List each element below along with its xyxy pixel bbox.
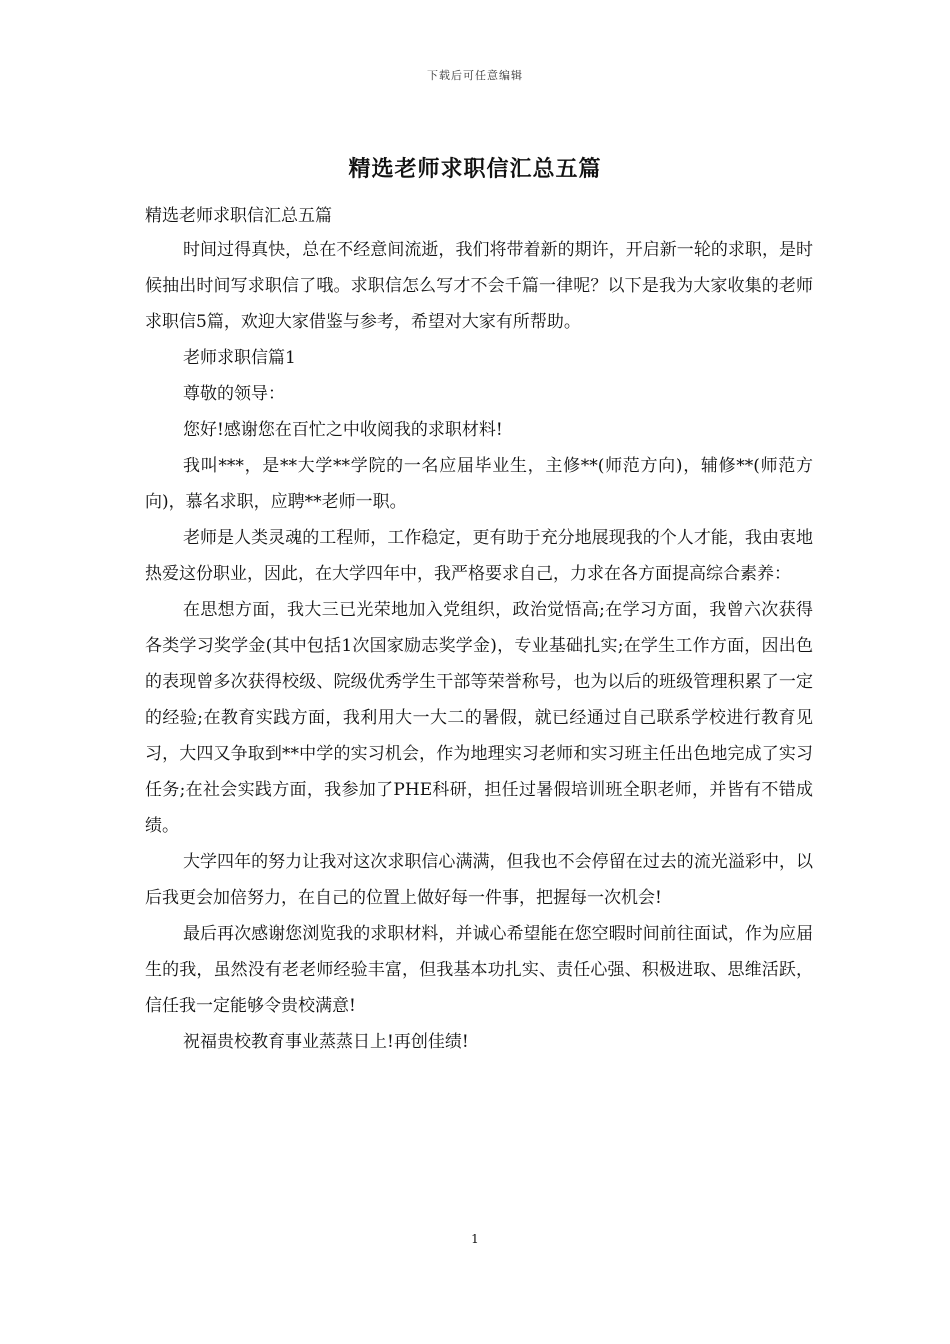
greeting-paragraph: 您好!感谢您在百忙之中收阅我的求职材料! <box>183 420 503 440</box>
intro-paragraph: 时间过得真快，总在不经意间流逝，我们将带着新的期许，开启新一轮的求职，是时候抽出时间写求职信了哦。求职信怎么写才不会千篇一律呢？以下是我为大家收集的老师求职信5篇，欢迎大家借鉴与参考，希望对大家有所帮助。 <box>145 240 813 332</box>
body-paragraph: 老师是人类灵魂的工程师，工作稳定，更有助于充分地展现我的个人才能，我由衷地热爱这份职业，因此，在大学四年中，我严格要求自己，力求在各方面提高综合素养： <box>145 528 813 584</box>
body-paragraph: 最后再次感谢您浏览我的求职材料，并诚心希望能在您空暇时间前往面试，作为应届生的我，虽然没有老老师经验丰富，但我基本功扎实、责任心强、积极进取、思维活跃，信任我一定能够令贵校满意! <box>145 924 813 1016</box>
header-note: 下载后可任意编辑 <box>427 69 523 82</box>
salutation: 尊敬的领导： <box>183 384 285 404</box>
closing-paragraph: 祝福贵校教育事业蒸蒸日上!再创佳绩! <box>183 1032 469 1052</box>
body-paragraph: 在思想方面，我大三已光荣地加入党组织，政治觉悟高;在学习方面，我曾六次获得各类学习奖学金(其中包括1次国家励志奖学金)，专业基础扎实;在学生工作方面，因出色的表现曾多次获得校级、院级优秀学生干部等荣誉称号，也为以后的班级管理积累了一定的经验;在教育实践方面，我利用大一大二的暑假，就已经通过自己联系学校进行教育见习，大四又争取到**中学的实习机会，作为地理实习老师和实习班主任出色地完成了实习任务;在社会实践方面，我参加了PHE科研，担任过暑假培训班全职老师，并皆有不错成绩。 <box>145 600 813 836</box>
section-heading: 老师求职信篇1 <box>183 348 296 368</box>
body-paragraph: 大学四年的努力让我对这次求职信心满满，但我也不会停留在过去的流光溢彩中，以后我更会加倍努力，在自己的位置上做好每一件事，把握每一次机会! <box>145 852 813 908</box>
page-number: 1 <box>471 1232 479 1246</box>
document-title: 精选老师求职信汇总五篇 <box>348 156 602 182</box>
body-paragraph: 我叫***，是**大学**学院的一名应届毕业生，主修**(师范方向)，辅修**(师范方向)，慕名求职，应聘**老师一职。 <box>145 456 813 512</box>
document-body <box>145 232 813 1060</box>
document-subtitle: 精选老师求职信汇总五篇 <box>145 206 332 226</box>
